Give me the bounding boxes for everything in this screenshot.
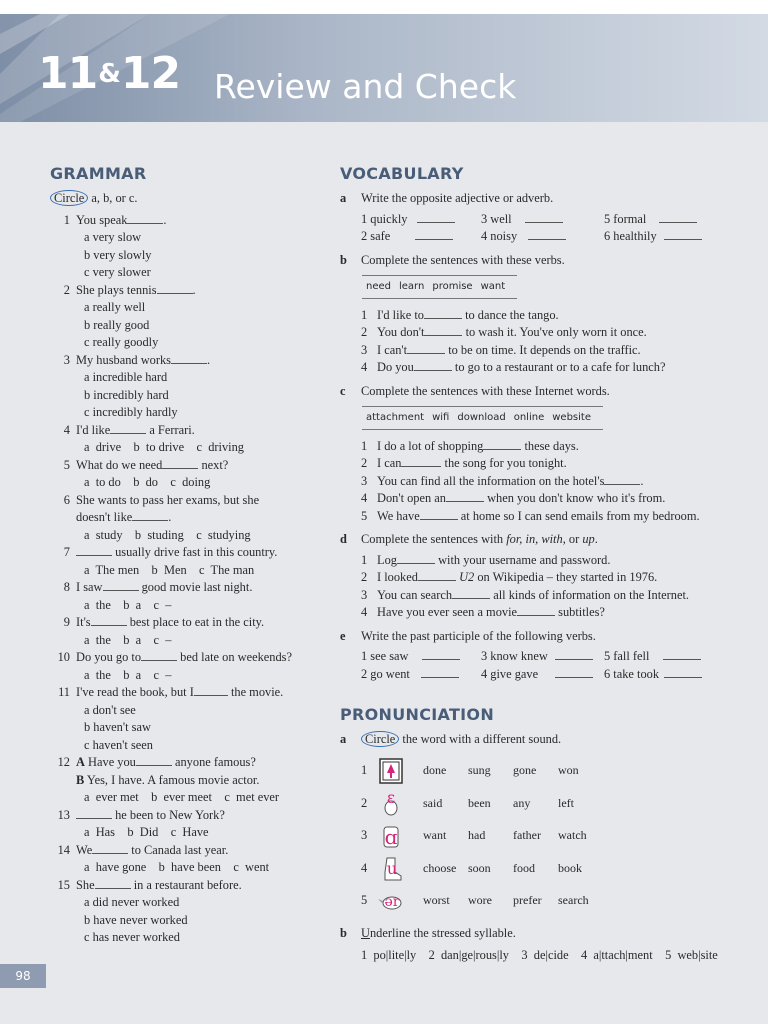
sound-word[interactable]: want xyxy=(423,828,447,842)
option[interactable]: c haven't seen xyxy=(84,737,153,752)
task-b: b Complete the sentences with these verbs. xyxy=(340,252,565,267)
page-number: 98 xyxy=(0,964,46,988)
answer-blank[interactable] xyxy=(91,614,127,626)
sound-word[interactable]: worst xyxy=(423,893,450,907)
sound-word[interactable]: gone xyxy=(513,763,537,777)
answer-blank[interactable] xyxy=(528,228,566,240)
grammar-question: 3 My husband works . xyxy=(63,352,211,367)
grammar-question: 12 A Have you anyone famous? xyxy=(57,755,256,769)
answer-blank[interactable] xyxy=(417,211,455,223)
options-line[interactable]: a have gone b have been c went xyxy=(84,860,270,874)
answer-blank[interactable] xyxy=(401,455,441,467)
sound-word[interactable]: father xyxy=(513,828,541,842)
word-box: need learn promise want xyxy=(362,275,517,299)
grammar-question: 5 What do we need next? xyxy=(63,457,229,472)
grammar-question: 7 usually drive fast in this country. xyxy=(63,545,278,559)
grammar-heading: GRAMMAR xyxy=(50,164,147,183)
answer-blank[interactable] xyxy=(659,211,697,223)
option[interactable]: a did never worked xyxy=(84,895,180,909)
vocabulary-heading: VOCABULARY xyxy=(340,164,464,183)
options-line[interactable]: a study b studing c studying xyxy=(84,527,251,542)
option[interactable]: b haven't saw xyxy=(84,720,151,734)
answer-blank[interactable] xyxy=(136,754,172,766)
word-box: attachment wifi download online website xyxy=(362,406,603,430)
grammar-question: 13 he been to New York? xyxy=(57,807,225,822)
answer-blank[interactable] xyxy=(525,211,563,223)
sound-word[interactable]: prefer xyxy=(513,893,542,907)
sound-word[interactable]: wore xyxy=(468,893,492,907)
sound-row: 4 u choose soon food book xyxy=(340,852,720,885)
top-strip xyxy=(0,0,768,14)
grammar-question: 15 She in a restaurant before. xyxy=(57,877,242,892)
svg-text:ɛ: ɛ xyxy=(386,789,396,808)
sound-row: 1 done sung gone won xyxy=(340,755,720,788)
syllable-items[interactable]: 1 po|lite|ly 2 dan|ge|rous|ly 3 de|cide 4 a|ttach|ment 5 web|site xyxy=(361,947,718,962)
bird-sound-icon xyxy=(377,887,405,915)
answer-blank[interactable] xyxy=(127,212,163,224)
sound-row: 2 ɛ said been any left xyxy=(340,787,720,820)
options-line[interactable]: a The men b Men c The man xyxy=(84,562,255,577)
options-line[interactable]: a to do b do c doing xyxy=(84,475,211,489)
options-line[interactable]: a Has b Did c Have xyxy=(84,825,209,839)
answer-blank[interactable] xyxy=(418,569,456,581)
grammar-question: 10 Do you go to bed late on weekends? xyxy=(57,650,292,664)
unit-number: 11&12 xyxy=(38,48,181,99)
boot-sound-icon xyxy=(377,854,405,882)
answer-blank[interactable] xyxy=(483,438,521,450)
sound-word[interactable]: food xyxy=(513,860,535,875)
clock-sound-icon xyxy=(377,822,405,850)
vocabulary-section: a Write the opposite adjective or adverb. 1 quickly 3 well 5 formal 2 safe 4 noisy 6 healthily b Complete the sentences with these verbs. need learn promise want 1 I'd like to to dance the tango. 2 You don't to wash it. You've only worn it once. 3 I can't to be on time. It depends on the traffic. 4 Do you to go to a restaurant or to a cafe for lunch? c Complete the sentences with these Internet words. attachment wifi download online website 1 I do a lot of shopping these days. 2 I can the song for you tonight. 3 You can find all the information on the hotel's . 4 Don't open an when you don't know who it's from. 5 We have at home so I can send emails from my bedroom. d Complete the sentences with for, in, with, or up. 1 Log with your username and password. 2 I looked U2 on Wikipedia – they started in 1976. 3 You can search all kinds of information on the Internet. 4 Have you ever seen a movie subtitles? e Write the past participle of the following verbs. 1 see saw 3 know knew 5 fall fell 2 go went 4 give gave 6 take took xyxy=(340,190,720,683)
answer-blank[interactable] xyxy=(171,352,207,364)
svg-text:u: u xyxy=(386,859,398,879)
task-a: a Write the opposite adjective or adverb. xyxy=(340,191,554,205)
answer-blank[interactable] xyxy=(664,666,702,678)
egg-sound-icon xyxy=(377,789,405,817)
options-line[interactable]: a the b a c – xyxy=(84,667,172,682)
unit-banner xyxy=(0,14,768,122)
grammar-question: 4 I'd like a Ferrari. xyxy=(63,422,195,437)
sound-row: 5 ər worst wore prefer search xyxy=(340,885,720,918)
task-b: b Underline the stressed syllable. xyxy=(340,926,516,940)
answer-blank[interactable] xyxy=(103,579,139,591)
option[interactable]: a incredible hard xyxy=(84,370,168,384)
answer-blank[interactable] xyxy=(424,307,462,319)
sound-word[interactable]: been xyxy=(468,795,491,810)
task-d: d Complete the sentences with for, in, with, or up. xyxy=(340,532,598,546)
option[interactable]: b incredibly hard xyxy=(84,387,169,402)
sound-word[interactable]: sung xyxy=(468,763,491,777)
pronunciation-heading: PRONUNCIATION xyxy=(340,705,495,724)
answer-blank[interactable] xyxy=(415,228,453,240)
option[interactable]: a don't see xyxy=(84,702,136,717)
option[interactable]: b really good xyxy=(84,317,150,332)
answer-blank[interactable] xyxy=(92,842,128,854)
sound-word[interactable]: any xyxy=(513,795,531,810)
sound-word[interactable]: left xyxy=(558,795,574,810)
svg-text:ɑ: ɑ xyxy=(384,824,398,849)
pronunciation-section xyxy=(340,731,720,964)
svg-text:ər: ər xyxy=(384,893,400,910)
answer-blank[interactable] xyxy=(663,648,701,660)
answer-blank[interactable] xyxy=(555,666,593,678)
grammar-section: Circle a, b, or c. 1 You speak . a very slow b very slowly c very slower 2 She plays tennis . a really well b really good c really goodly 3 My husband works . a incredible hard b incredibly hard c incredibly hardly 4 I'd like a Ferrari. a drive b to drive c driving 5 What do we need next? a to do b do c doing 6 She wants to pass her exams, but she doesn't like . a study b studing c studying 7 usually drive fast in this country. a The men b Men c The man 8 I saw good movie last night. a the b a c – 9 It's best place to eat in the city. a the b a c – 10 Do you go to bed late on weekends? a the b a c – 11 I've read the book, but I the movie. a don't see b haven't saw c haven't seen 12 A Have you anyone famous? B Yes, I have. A famous movie actor. a ever met b ever meet c met ever 13 he been to New York? a Has b Did c Have 14 We to Canada last year. a have gone b have been c went 15 She in a restaurant before. a did never worked b have never worked c has never worked xyxy=(50,190,320,947)
option[interactable]: a very slow xyxy=(84,230,142,244)
grammar-question: 6 She wants to pass her exams, but she xyxy=(63,492,260,507)
grammar-question: 14 We to Canada last year. xyxy=(57,842,229,857)
grammar-question: 9 It's best place to eat in the city. xyxy=(63,615,265,629)
answer-blank[interactable] xyxy=(110,422,146,434)
task-c: c Complete the sentences with these Internet words. xyxy=(340,383,610,398)
sound-word[interactable]: done xyxy=(423,763,447,777)
answer-blank[interactable] xyxy=(446,490,484,502)
answer-blank[interactable] xyxy=(664,228,702,240)
answer-blank[interactable] xyxy=(162,457,198,469)
option[interactable]: a really well xyxy=(84,300,146,314)
option[interactable]: c very slower xyxy=(84,265,151,279)
option[interactable]: c incredibly hardly xyxy=(84,405,178,419)
answer-blank[interactable] xyxy=(517,604,555,616)
answer-blank[interactable] xyxy=(452,587,490,599)
options-line[interactable]: a drive b to drive c driving xyxy=(84,440,245,454)
sound-word[interactable]: had xyxy=(468,828,486,842)
grammar-question: 1 You speak . xyxy=(63,212,167,227)
up-arrow-sound-icon xyxy=(377,757,405,785)
options-line[interactable]: a ever met b ever meet c met ever xyxy=(84,790,280,804)
option[interactable]: c really goodly xyxy=(84,335,159,349)
task-e: e Write the past participle of the following verbs. xyxy=(340,628,596,643)
sound-word[interactable]: won xyxy=(558,763,579,777)
answer-blank[interactable] xyxy=(420,508,458,520)
grammar-instruction: Circle a, b, or c. xyxy=(50,190,320,208)
grammar-question: 11 I've read the book, but I the movie. xyxy=(58,685,284,699)
answer-blank[interactable] xyxy=(194,684,228,696)
grammar-question: 8 I saw good movie last night. xyxy=(63,580,253,594)
sound-word[interactable]: choose xyxy=(423,860,457,875)
answer-blank[interactable] xyxy=(421,666,459,678)
sound-word[interactable]: said xyxy=(423,795,443,810)
task-a: a Circle the word with a different sound. xyxy=(340,732,562,746)
options-line[interactable]: a the b a c – xyxy=(84,597,172,612)
sound-word[interactable]: search xyxy=(558,893,589,907)
sound-word[interactable]: soon xyxy=(468,860,491,875)
answer-blank[interactable] xyxy=(422,648,460,660)
answer-blank[interactable] xyxy=(414,359,452,371)
answer-blank[interactable] xyxy=(397,552,435,564)
answer-blank[interactable] xyxy=(604,473,640,485)
option[interactable]: c has never worked xyxy=(84,930,180,944)
answer-blank[interactable] xyxy=(407,342,445,354)
answer-blank[interactable] xyxy=(141,649,177,661)
sound-word[interactable]: watch xyxy=(558,828,587,842)
option[interactable]: b have never worked xyxy=(84,912,188,927)
answer-blank[interactable] xyxy=(95,877,131,889)
page-title: Review and Check xyxy=(214,67,517,106)
sound-row: 3 ɑ want had father watch xyxy=(340,820,720,853)
sound-word[interactable]: book xyxy=(558,860,582,875)
answer-blank[interactable] xyxy=(157,282,193,294)
answer-blank[interactable] xyxy=(132,509,168,521)
answer-blank[interactable] xyxy=(76,807,112,819)
answer-blank[interactable] xyxy=(555,648,593,660)
options-line[interactable]: a the b a c – xyxy=(84,632,172,647)
answer-blank[interactable] xyxy=(76,544,112,556)
option[interactable]: b very slowly xyxy=(84,247,152,262)
grammar-question: 2 She plays tennis . xyxy=(63,282,196,297)
answer-blank[interactable] xyxy=(424,324,462,336)
